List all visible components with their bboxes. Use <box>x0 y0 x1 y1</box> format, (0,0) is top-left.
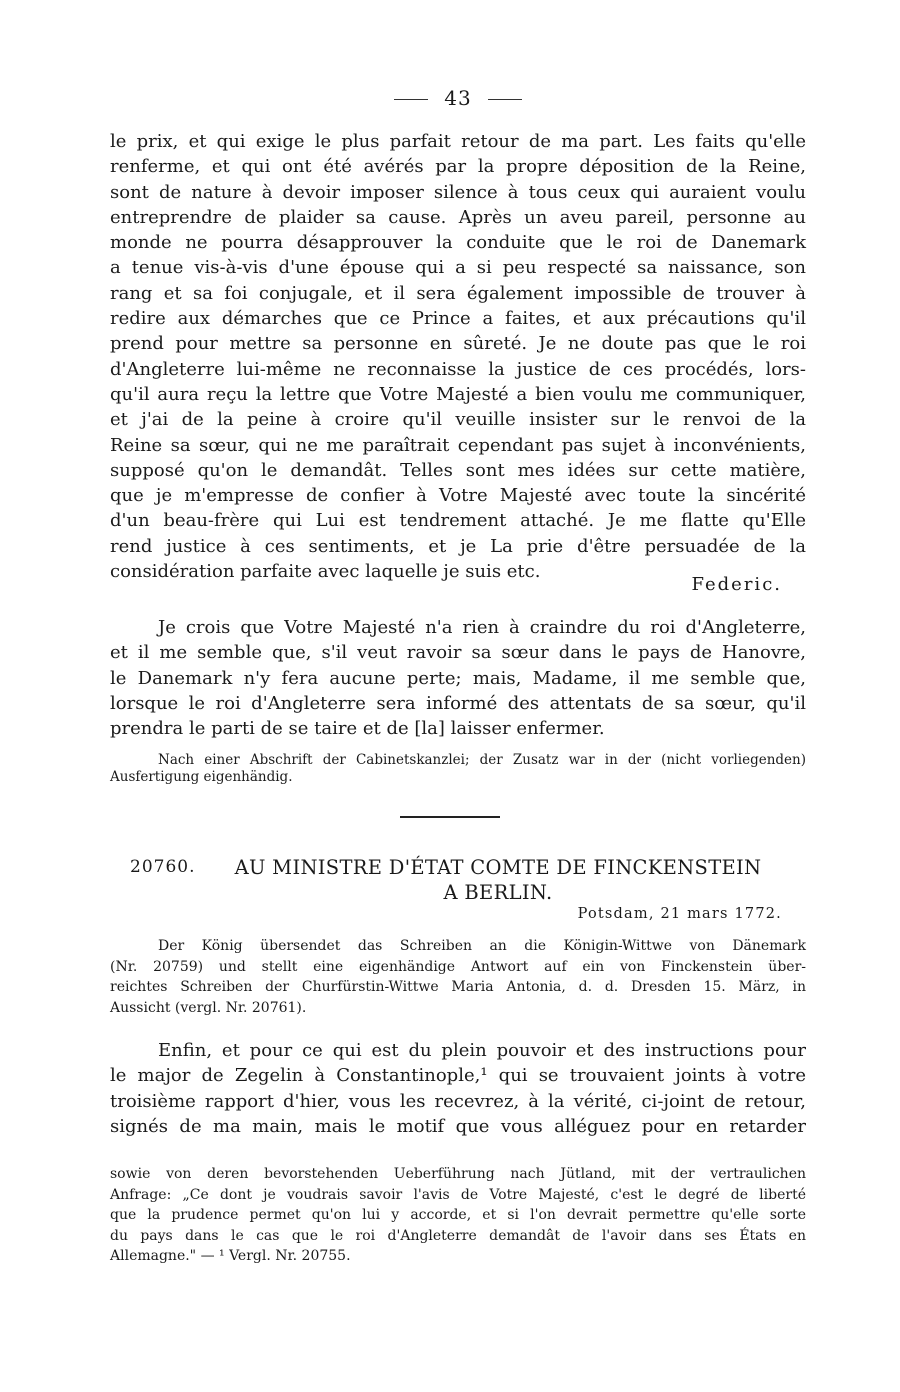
document-summary <box>110 936 806 1018</box>
footnote-line: Allemagne." — ¹ Vergl. Nr. 20755. <box>110 1248 351 1264</box>
source-note <box>110 752 806 786</box>
letter-line: le prix, et qui exige le plus parfait retour de ma part. Les faits qu'elle <box>110 131 806 152</box>
footnote-line: que la prudence permet qu'on lui y accorde, et si l'on devrait permettre qu'elle sorte <box>110 1207 806 1223</box>
source-note-line: Ausfertigung eigenhändig. <box>110 769 293 785</box>
header-dash-left <box>394 99 428 100</box>
postscript-line: et il me semble que, s'il veut ravoir sa sœur dans le pays de Hanovre, <box>110 642 806 664</box>
postscript-line: Je crois que Votre Majesté n'a rien à craindre du roi d'Angleterre, <box>158 617 806 638</box>
letter-line: monde ne pourra désapprouver la conduite que le roi de Danemark <box>110 232 806 254</box>
document-number: 20760. <box>130 857 196 877</box>
second-letter-line: le major de Zegelin à Constantinople,¹ qui se trouvaient joints à votre <box>110 1065 806 1087</box>
letter-line: rend justice à ces sentiments, et je La prie d'être persuadée de la <box>110 535 806 557</box>
second-letter-line: signés de ma main, mais le motif que vous alléguez pour en retarder <box>110 1115 806 1137</box>
letter-line: entreprendre de plaider sa cause. Après un aveu pareil, personne au <box>110 206 806 228</box>
letter-line: d'Angleterre lui-même ne reconnaisse la justice de ces procédés, lors- <box>110 358 806 380</box>
summary-line: reichtes Schreiben der Churfürstin-Wittwe Maria Antonia, d. d. Dresden 15. März, in <box>110 979 806 995</box>
section-divider <box>400 816 500 818</box>
page-number: 43 <box>444 86 472 110</box>
letter-line: rang et sa foi conjugale, et il sera également impossible de trouver à <box>110 282 806 304</box>
postscript-line: le Danemark n'y fera aucune perte; mais, Madame, il me semble que, <box>110 667 806 689</box>
letter-line: d'un beau-frère qui Lui est tendrement attaché. Je me flatte qu'Elle <box>110 510 806 532</box>
letter-line: et j'ai de la peine à croire qu'il veuille insister sur le renvoi de la <box>110 409 806 431</box>
footnote-line: Anfrage: „Ce dont je voudrais savoir l'avis de Votre Majesté, c'est le degré de liberté <box>110 1186 806 1203</box>
document-heading <box>130 855 806 905</box>
footnote-line: du pays dans le cas que le roi d'Angleterre demandât de l'avoir dans ses États en <box>110 1227 806 1244</box>
summary-line: Der König übersendet das Schreiben an die Königin-Wittwe von Dänemark <box>158 938 806 954</box>
letter-line: prend pour mettre sa personne en sûreté. Je ne doute pas que le roi <box>110 333 806 355</box>
postscript <box>110 615 806 741</box>
second-letter <box>110 1038 806 1139</box>
source-note-line: Nach einer Abschrift der Cabinetskanzlei; der Zusatz war in der (nicht vorliegenden) <box>158 752 806 768</box>
document-title-line1: AU MINISTRE D'ÉTAT COMTE DE FINCKENSTEIN <box>234 856 762 879</box>
letter-line: considération parfaite avec laquelle je suis etc. <box>110 561 541 583</box>
letter-line: sont de nature à devoir imposer silence à tous ceux qui auraient voulu <box>110 181 806 203</box>
postscript-line: prendra le parti de se taire et de [la] laisser enfermer. <box>110 718 605 740</box>
letter-line: que je m'empresse de confier à Votre Majesté avec toute la sincérité <box>110 485 806 507</box>
footnote-line: sowie von deren bevorstehenden Ueberführung nach Jütland, mit der vertraulichen <box>110 1166 806 1182</box>
letter-line: redire aux démarches que ce Prince a faites, et aux précautions qu'il <box>110 308 806 330</box>
summary-line: Aussicht (vergl. Nr. 20761). <box>110 999 307 1016</box>
letter-line: qu'il aura reçu la lettre que Votre Majesté a bien voulu me communiquer, <box>110 383 806 405</box>
letter-line: supposé qu'on le demandât. Telles sont mes idées sur cette matière, <box>110 459 806 481</box>
postscript-line: lorsque le roi d'Angleterre sera informé des attentats de sa sœur, qu'il <box>110 692 806 714</box>
second-letter-line: Enfin, et pour ce qui est du plein pouvoir et des instructions pour <box>158 1040 806 1061</box>
page-header <box>110 86 806 110</box>
dateline: Potsdam, 21 mars 1772. <box>577 906 782 922</box>
letter-paragraph <box>110 129 806 584</box>
footnotes <box>110 1164 806 1267</box>
header-dash-right <box>488 99 522 100</box>
summary-line: (Nr. 20759) und stellt eine eigenhändige Antwort auf ein von Finckenstein über- <box>110 958 806 975</box>
second-letter-line: troisième rapport d'hier, vous les recevrez, à la vérité, ci-joint de retour, <box>110 1090 806 1112</box>
signature: Federic. <box>691 574 782 595</box>
letter-line: renferme, et qui ont été avérés par la propre déposition de la Reine, <box>110 156 806 178</box>
letter-line: Reine sa sœur, qui ne me paraîtrait cependant pas sujet à inconvénients, <box>110 434 806 456</box>
letter-line: a tenue vis-à-vis d'une épouse qui a si peu respecté sa naissance, son <box>110 257 806 279</box>
document-title-line2: A BERLIN. <box>443 881 553 904</box>
